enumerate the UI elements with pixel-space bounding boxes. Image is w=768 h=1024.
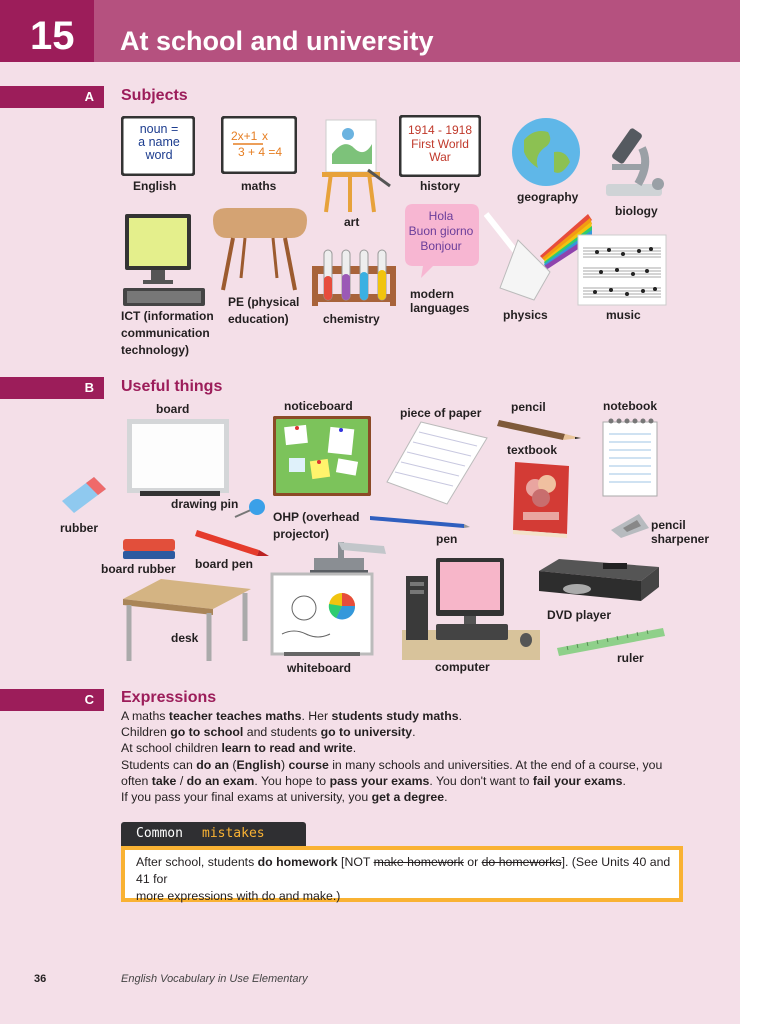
label-notebook: notebook <box>603 399 657 413</box>
microscope-icon <box>598 114 672 202</box>
label-pe: PE (physical education) <box>228 295 300 326</box>
test-tubes-icon <box>310 246 398 308</box>
label-pencil-sharpener: pencil sharpener <box>651 518 710 546</box>
expr-line-2: Children go to school and students go to university. <box>121 725 416 740</box>
textbook-icon <box>509 460 573 538</box>
expr-line-4: Students can do an (English) course in many schools and universities. At the end of a course, you <box>121 757 663 772</box>
dvd-player-icon <box>537 557 661 607</box>
globe-icon <box>508 116 584 188</box>
section-c-title: Expressions <box>121 689 217 706</box>
label-chemistry: chemistry <box>323 312 380 326</box>
label-history: history <box>420 179 461 193</box>
label-biology: biology <box>615 204 658 218</box>
label-whiteboard: whiteboard <box>287 661 352 675</box>
label-rubber: rubber <box>60 521 99 535</box>
page-number: 36 <box>34 973 47 985</box>
expressions-text <box>121 708 681 805</box>
common-mistakes-label-2: mistakes <box>202 826 265 841</box>
label-modern-languages: modern languages <box>410 287 470 315</box>
easel-icon <box>318 114 394 214</box>
common-mistakes-label-1: Common <box>136 826 183 841</box>
label-board: board <box>156 402 190 416</box>
label-board-pen: board pen <box>195 557 254 571</box>
paper-icon <box>385 420 489 506</box>
label-noticeboard: noticeboard <box>284 399 353 413</box>
vaulting-horse-icon <box>209 206 309 292</box>
drawing-pin-icon <box>233 497 267 521</box>
noticeboard-icon <box>273 416 371 496</box>
expr-line-3: At school children learn to read and write. <box>121 741 357 756</box>
rubber-icon <box>58 473 108 517</box>
expr-line-5: often take / do an exam. You hope to pass your exams. You don't want to fail your exams. <box>121 773 626 788</box>
label-pen: pen <box>436 532 458 546</box>
label-board-rubber: board rubber <box>101 562 176 576</box>
label-ict: ICT (information communication technology) <box>121 309 214 357</box>
section-b-title: Useful things <box>121 378 223 395</box>
maths-board-x: x <box>262 129 268 143</box>
expr-line-6: If you pass your final exams at university, you get a degree. <box>121 790 448 805</box>
page-margin <box>740 0 768 1024</box>
label-art: art <box>344 215 360 229</box>
pencil-sharpener-icon <box>609 510 651 540</box>
ohp-icon <box>308 540 388 576</box>
common-mistakes-text: After school, students do homework [NOT make homework or do homeworks]. (See Units 40 and 41 for more expressions with do and make.) <box>136 855 671 903</box>
label-piece-of-paper: piece of paper <box>400 406 482 420</box>
section-a-title: Subjects <box>121 87 188 104</box>
expr-line-1: A maths teacher teaches maths. Her students study maths. <box>121 709 463 723</box>
sheet-music-icon <box>577 234 667 306</box>
notebook-icon <box>601 416 659 498</box>
label-textbook: textbook <box>507 443 558 457</box>
label-drawing-pin: drawing pin <box>171 497 239 511</box>
unit-title: At school and university <box>120 26 434 56</box>
computer-icon <box>402 556 540 660</box>
ruler-icon <box>555 626 667 658</box>
book-title: English Vocabulary in Use Elementary <box>121 973 308 985</box>
label-ohp: OHP (overhead projector) <box>273 510 360 541</box>
label-desk: desk <box>171 631 199 645</box>
label-english: English <box>133 179 177 193</box>
english-board-text: noun = a name word <box>138 122 180 162</box>
pencil-icon <box>497 414 581 440</box>
whiteboard-icon <box>270 572 374 658</box>
unit-number: 15 <box>30 14 75 58</box>
board-icon <box>127 419 229 493</box>
ict-computer-icon <box>121 212 207 308</box>
history-board-text: 1914 - 1918 First World War <box>407 123 473 164</box>
label-geography: geography <box>517 190 579 204</box>
board-rubber-icon <box>121 537 177 561</box>
label-ruler: ruler <box>617 651 644 665</box>
label-physics: physics <box>503 308 548 322</box>
label-music: music <box>606 308 641 322</box>
label-computer: computer <box>435 660 490 674</box>
maths-board-bottom: 3 + 4 =4 <box>238 145 283 159</box>
speech-bubble-text: Hola Buon giorno Bonjour <box>408 209 474 253</box>
pen-icon <box>368 512 470 530</box>
board-pen-icon <box>195 526 271 558</box>
label-pencil: pencil <box>511 400 546 414</box>
section-c-tab: C <box>0 689 104 711</box>
desk-icon <box>121 575 253 663</box>
section-b-tab: B <box>0 377 104 399</box>
label-maths: maths <box>241 179 277 193</box>
section-a-tab: A <box>0 86 104 108</box>
maths-board-top: 2x+1 <box>231 129 258 143</box>
label-dvd-player: DVD player <box>547 608 612 622</box>
